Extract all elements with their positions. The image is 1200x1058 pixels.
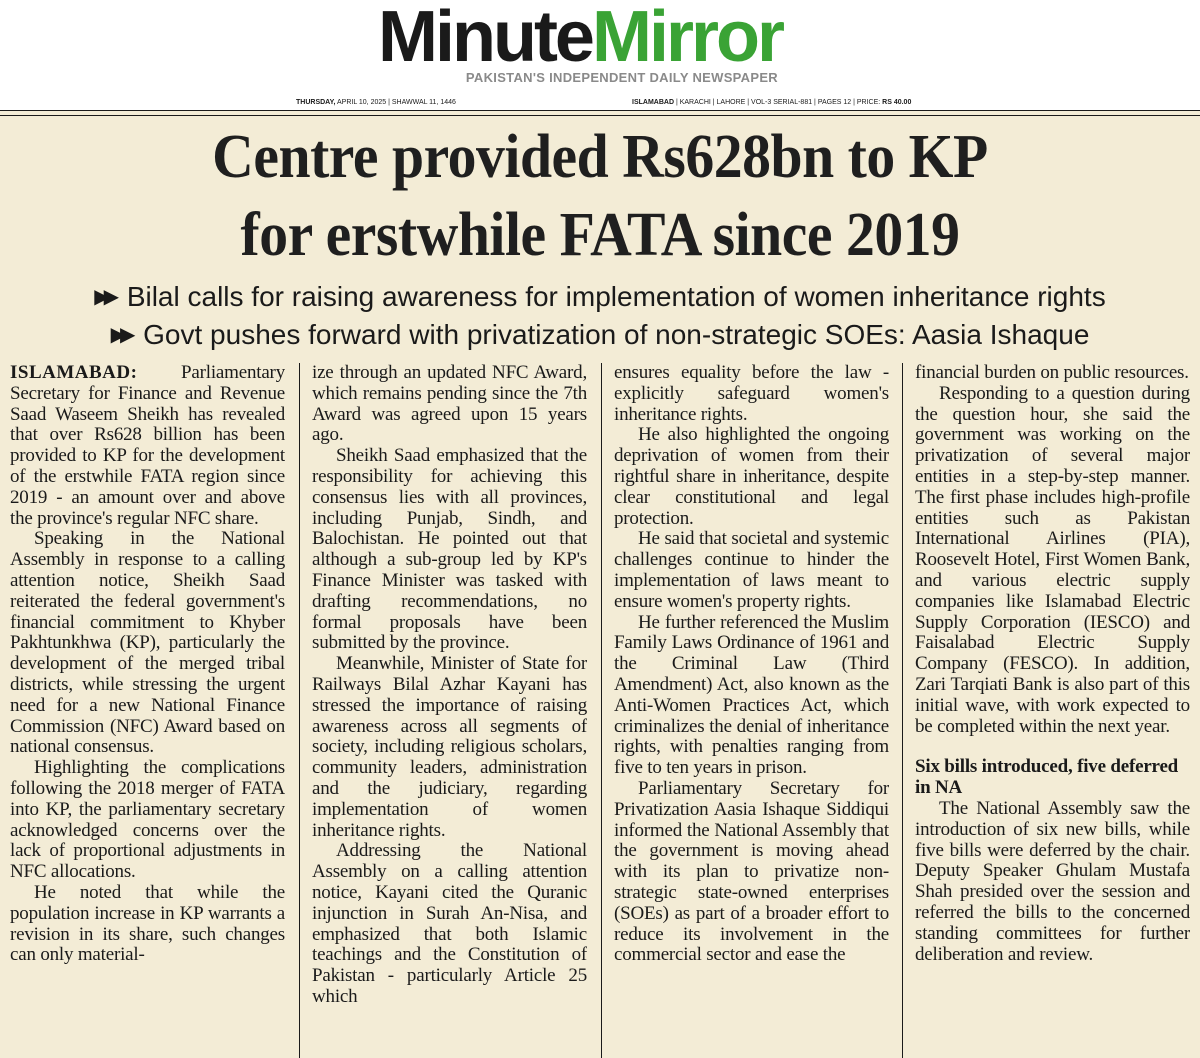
issue-date (296, 99, 456, 106)
paragraph: ize through an updated NFC Award, which remains pending since the 7th Award was agreed upon 15 years ago. (312, 363, 587, 446)
edition-details: | KARACHI | LAHORE | VOL-3 SERIAL-881 | PAGES 12 | PRICE: (674, 99, 883, 106)
masthead (0, 0, 1200, 110)
article-body (10, 363, 1192, 1058)
paragraph: He further referenced the Muslim Family Laws Ordinance of 1961 and the Criminal Law (Third Amendment) Act, also known as the Anti-Women Practices Act, which criminalizes the denial of inheritance rights, with penalties ranging from five to ten years in prison. (614, 611, 889, 779)
highlight-item (0, 278, 1200, 316)
double-arrow-icon: ▶▶ (110, 324, 130, 346)
paragraph: Sheikh Saad emphasized that the responsibility for achieving this consensus lies with all provinces, including Punjab, Sindh, and Balochistan. He pointed out that although a sub-group led by KP's Finance Minister was tasked with drafting recommendations, no formal proposals have been submitted by the province. (312, 445, 587, 654)
logo-word-mirror: Mirror (591, 0, 782, 77)
column-2 (312, 363, 587, 1058)
newspaper-logo (378, 0, 830, 77)
paragraph: Meanwhile, Minister of State for Railways Bilal Azhar Kayani has stressed the importance of raising awareness across all segments of society, including religious scholars, community leaders, administration and the judiciary, regarding implementation of women inheritance rights. (312, 653, 587, 841)
issue-date-text: APRIL 10, 2025 | SHAWWAL 11, 1446 (335, 99, 456, 106)
issue-weekday: THURSDAY, (296, 99, 336, 106)
issue-price: RS 40.00 (882, 99, 912, 106)
dateline: ISLAMABAD: (10, 363, 138, 383)
column-1 (10, 363, 285, 1058)
column-3 (614, 363, 889, 1058)
headline (42, 118, 1158, 274)
headline-line-2: for erstwhile FATA since 2019 (240, 201, 960, 269)
highlight-text: Govt pushes forward with privatization of non-strategic SOEs: Aasia Ishaque (143, 319, 1090, 350)
subheading: Six bills introduced, five deferred in NA (915, 756, 1179, 799)
column-divider (601, 363, 602, 1058)
double-arrow-icon: ▶▶ (94, 286, 114, 308)
paragraph: He said that societal and systemic challenges continue to hinder the implementation of laws meant to ensure women's property rights. (614, 528, 889, 612)
highlight-text: Bilal calls for raising awareness for implementation of women inheritance rights (126, 281, 1106, 312)
column-divider (902, 363, 903, 1058)
highlights (0, 278, 1200, 354)
headline-line-1: Centre provided Rs628bn to KP (212, 123, 988, 191)
paragraph: Speaking in the National Assembly in response to a calling attention notice, Sheikh Saad reiterated the federal government's financial commitment to Khyber Pakhtunkhwa (KP), particularly the development of the merged tribal districts, while stressing the urgent need for a new National Finance Commission (NFC) Award based on national consensus. (10, 528, 285, 758)
paragraph: financial burden on public resources. (915, 363, 1189, 383)
masthead-rule (0, 110, 1200, 116)
logo-word-minute: Minute (378, 0, 592, 77)
paragraph: He also highlighted the ongoing deprivation of women from their rightful share in inheritance, despite clear constitutional and legal protection. (614, 424, 889, 529)
paragraph: Addressing the National Assembly on a calling attention notice, Kayani cited the Quranic injunction in Surah An-Nisa, and emphasized that both Islamic teachings and the Constitution of Pakistan - particularly Article 25 which (312, 840, 587, 1007)
paragraph: The National Assembly saw the introduction of six new bills, while five bills were deferred by the chair. Deputy Speaker Ghulam Mustafa Shah presided over the session and referred the bills to the concerned standing committees for further deliberation and review. (915, 797, 1190, 965)
paragraph-text: Parliamentary Secretary for Finance and Revenue Saad Waseem Sheikh has revealed that over Rs628 billion has been provided to KP for the development of the erstwhile FATA region since 2019 - an amount over and above the province's regular NFC share. (10, 363, 285, 529)
paragraph: Responding to a question during the question hour, she said the government was working on the privatization of several major entities in a step-by-step manner. The first phase includes high-profile entities such as Pakistan International Airlines (PIA), Roosevelt Hotel, First Women Bank, and various electric supply companies like Islamabad Electric Supply Corporation (IESCO) and Faisalabad Electric Supply Company (FESCO). In addition, Zari Tarqiati Bank is also part of this initial wave, with work expected to be completed within the next year. (915, 382, 1190, 737)
column-4 (915, 363, 1190, 1058)
paragraph: He noted that while the population increase in KP warrants a revision in its share, such changes can only material- (10, 881, 285, 966)
column-divider (299, 363, 300, 1058)
tagline: PAKISTAN'S INDEPENDENT DAILY NEWSPAPER (465, 70, 778, 85)
paragraph: Parliamentary Secretary for Privatization Aasia Ishaque Siddiqui informed the National Assembly that the government is moving ahead with its plan to privatize non-strategic state-owned enterprises (SOEs) as part of a broader effort to reduce its involvement in the commercial sector and ease the (614, 777, 889, 966)
paragraph (10, 363, 285, 529)
paragraph: Highlighting the complications following the 2018 merger of FATA into KP, the parliamentary secretary acknowledged concerns over the lack of proportional adjustments in NFC allocations. (10, 757, 285, 883)
highlight-item (0, 316, 1200, 354)
edition-city: ISLAMABAD (632, 99, 674, 106)
edition-info (632, 99, 911, 106)
paragraph: ensures equality before the law - explicitly safeguard women's inheritance rights. (614, 363, 889, 425)
